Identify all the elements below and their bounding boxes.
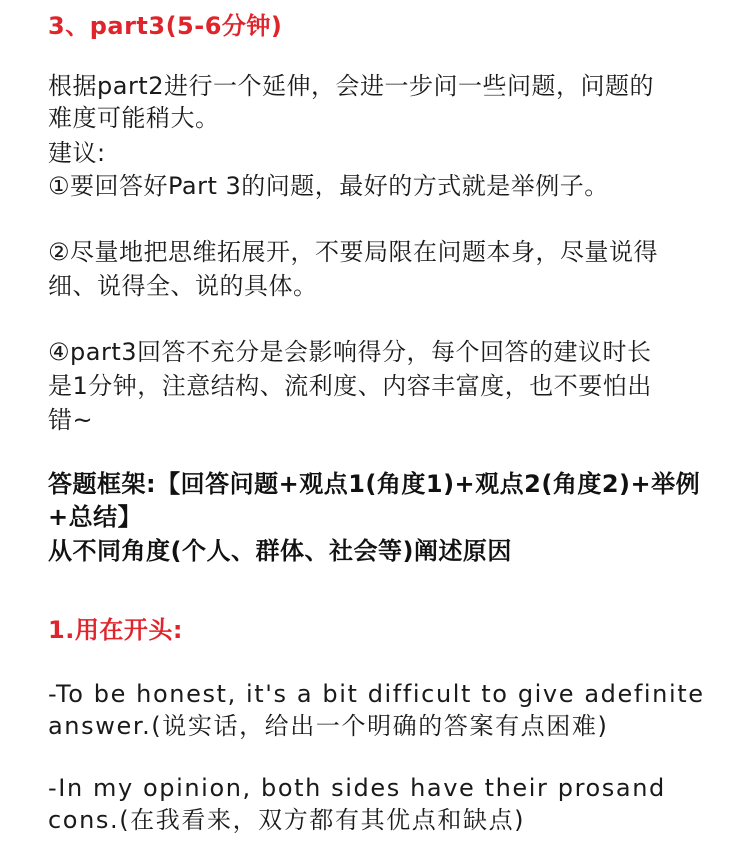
advice-label: 建议: (48, 139, 106, 167)
advice-item-3-line-1: ④part3回答不充分是会影响得分，每个回答的建议时长 (48, 338, 652, 366)
advice-item-3-line-3: 错~ (48, 406, 94, 434)
advice-item-1: ①要回答好Part 3的问题，最好的方式就是举例子。 (48, 172, 609, 200)
framework-line-1: 答题框架:【回答问题+观点1(角度1)+观点2(角度2)+举例 (48, 470, 701, 498)
subheading-opening: 1.用在开头: (48, 616, 183, 644)
advice-item-2-line-2: 细、说得全、说的具体。 (48, 272, 318, 300)
framework-line-2: +总结】 (48, 503, 143, 531)
advice-item-3-line-2: 是1分钟，注意结构、流利度、内容丰富度，也不要怕出 (48, 372, 652, 400)
phrase-1-line-1: -To be honest, it's a bit difficult to give adefinite (48, 680, 705, 708)
phrase-2-line-1: -In my opinion, both sides have their prosand (48, 774, 666, 802)
intro-line-2: 难度可能稍大。 (48, 104, 220, 132)
advice-item-2-line-1: ②尽量地把思维拓展开，不要局限在问题本身，尽量说得 (48, 238, 659, 266)
section-heading: 3、part3(5-6分钟) (48, 12, 283, 40)
framework-line-3: 从不同角度(个人、群体、社会等)阐述原因 (48, 537, 512, 565)
phrase-1-line-2: answer.(说实话，给出一个明确的答案有点困难) (48, 712, 609, 740)
intro-line-1: 根据part2进行一个延伸，会进一步问一些问题，问题的 (48, 72, 654, 100)
phrase-2-line-2: cons.(在我看来，双方都有其优点和缺点) (48, 806, 526, 834)
